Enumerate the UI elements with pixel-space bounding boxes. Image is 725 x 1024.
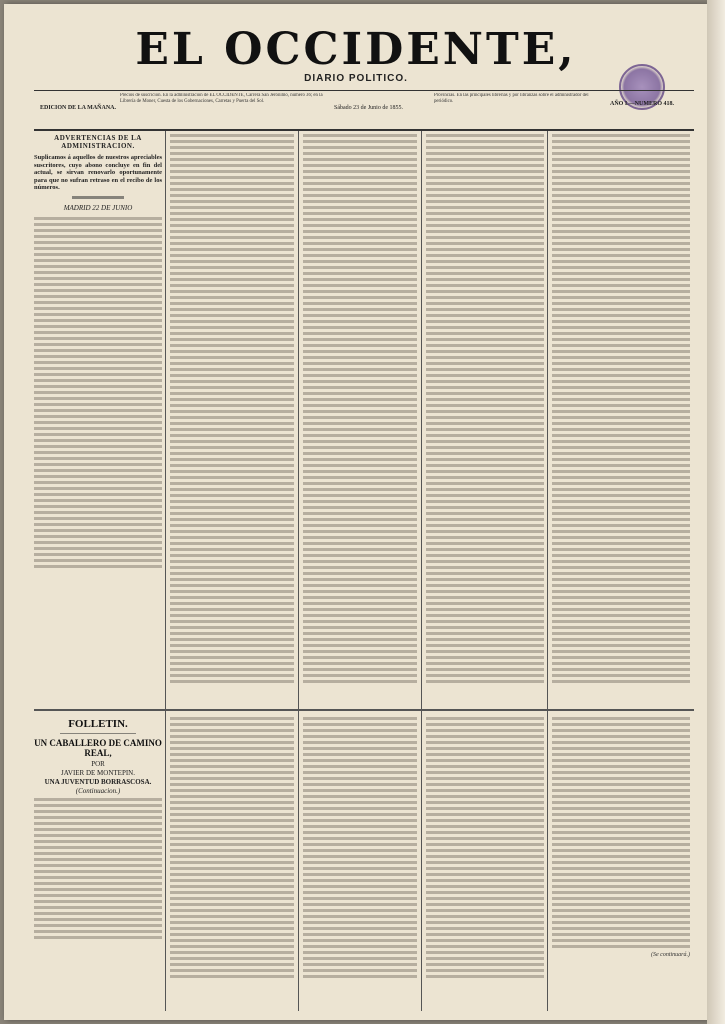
byline-pre: POR — [91, 760, 105, 768]
column-4-folletin — [426, 714, 544, 1014]
subscription-terms: Precios de suscricion. En la administracion de EL OCCIDENTE, Carrera San Jerónimo, número 36; en la Librería de Moner, Cuesta de los Gobernaciones, Carretas y Puerta del Sol. — [120, 93, 323, 104]
novel-part: UNA JUVENTUD BORRASCOSA. — [44, 778, 152, 786]
column-3-folletin — [303, 714, 417, 1014]
folletin-section — [34, 714, 162, 1014]
column-rule — [421, 131, 422, 1011]
column-5-folletin — [552, 714, 690, 1014]
dateline: MADRID 22 DE JUNIO — [63, 203, 133, 212]
provinces-terms: Provincias. En las principales librerías y por libranzas sobre el administrador del periódico. — [434, 93, 589, 104]
issue-number: AÑO I.—NUMERO 418. — [610, 101, 674, 107]
page-edge — [707, 0, 725, 1024]
issue-date: Sábado 23 de Junio de 1855. — [334, 105, 403, 111]
newspaper-title: EL OCCIDENTE, — [135, 24, 577, 75]
column-rule — [298, 131, 299, 1011]
masthead — [4, 24, 708, 84]
edition-label: EDICION DE LA MAÑANA. — [40, 105, 117, 111]
column-2 — [170, 131, 294, 706]
continuation-note: (Se continuará.) — [651, 952, 690, 958]
column-rule — [165, 131, 166, 1011]
column-rule — [547, 131, 548, 1011]
column-4 — [426, 131, 544, 706]
column-5 — [552, 131, 690, 706]
folletin-label: FOLLETIN. — [68, 718, 128, 730]
novel-author: JAVIER DE MONTEPIN. — [61, 769, 135, 777]
novel-chapter: (Continuacion.) — [75, 787, 121, 795]
newspaper-page — [4, 4, 708, 1020]
info-bar — [34, 90, 694, 131]
column-3 — [303, 131, 417, 706]
newspaper-subtitle: DIARIO POLITICO. — [304, 73, 408, 84]
column-1 — [34, 131, 162, 706]
column-2-folletin — [170, 714, 294, 1014]
subscription-notice: Suplicamos á aquellos de nuestros apreciables suscritores, cuyo abono concluye en fin del actual, se sirvan renovarlo oportunamente para que no sufran retraso en el recibo de los números. — [34, 154, 162, 191]
folletin-rule — [34, 709, 694, 711]
section-title: ADVERTENCIAS DE LA ADMINISTRACION. — [54, 134, 142, 150]
novel-title: UN CABALLERO DE CAMINO REAL, — [34, 738, 162, 758]
